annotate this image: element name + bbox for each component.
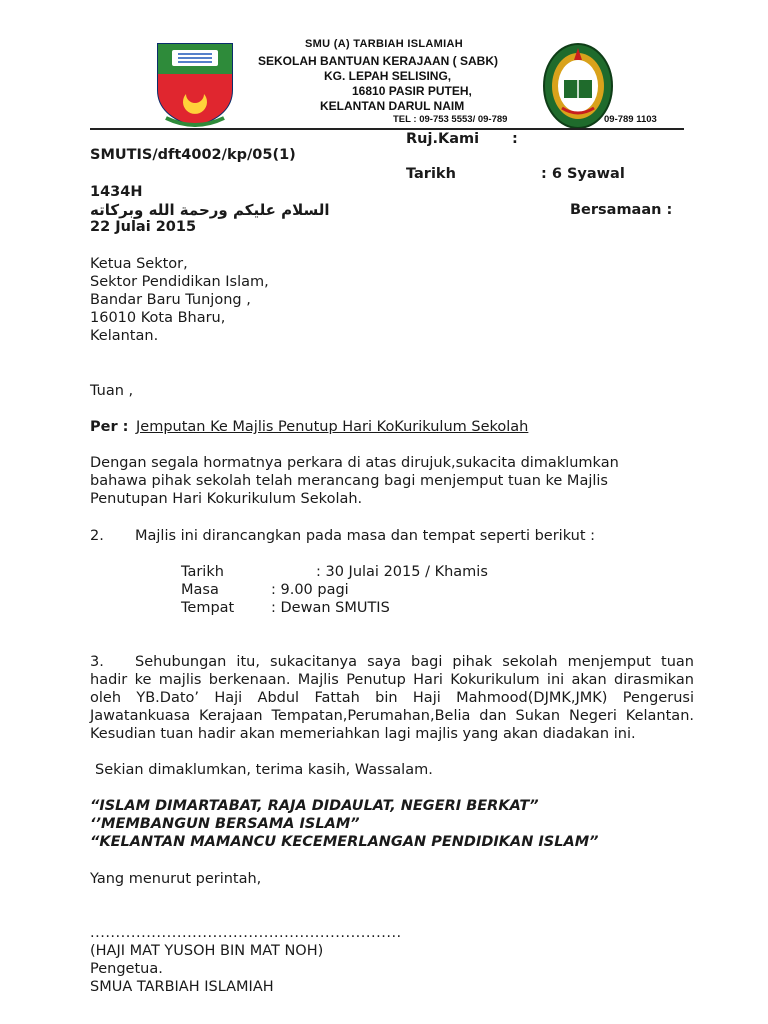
ruj-value: SMUTIS/dft4002/kp/05(1): [90, 147, 296, 163]
tarikh-value: : 6 Syawal: [541, 166, 625, 182]
paragraph-3-line: oleh YB.Dato’ Haji Abdul Fattah bin Haji Mahmood(DJMK,JMK) Pengerusi: [90, 690, 694, 706]
recipient-line: Kelantan.: [90, 328, 159, 344]
paragraph-2-text: Majlis ini dirancangkan pada masa dan tempat seperti berikut :: [135, 528, 596, 544]
bersamaan-label: Bersamaan :: [570, 202, 673, 218]
paragraph-1-line: Penutupan Hari Kokurikulum Sekolah.: [90, 491, 363, 507]
address-line-2: 16810 PASIR PUTEH,: [352, 84, 472, 98]
ruj-label: Ruj.Kami: [406, 131, 480, 147]
phone-right: 09-789 1103: [604, 114, 657, 125]
paragraph-3-line: hadir ke majlis berkenaan. Majlis Penutup Hari Kokurikulum ini akan dirasmikan: [90, 672, 694, 688]
sign-off: Yang menurut perintah,: [90, 871, 262, 887]
recipient-line: Sektor Pendidikan Islam,: [90, 274, 269, 290]
paragraph-3-number: 3.: [90, 654, 104, 670]
paragraph-3-line: Sehubungan itu, sukacitanya saya bagi pihak sekolah menjemput tuan: [135, 654, 694, 670]
detail-masa-label: Masa: [181, 582, 219, 598]
header-rule: [90, 128, 684, 130]
tarikh-label: Tarikh: [406, 166, 456, 182]
signatory-position: Pengetua.: [90, 961, 163, 977]
signatory-school: SMUA TARBIAH ISLAMIAH: [90, 979, 274, 995]
paragraph-1-line: Dengan segala hormatnya perkara di atas dirujuk,sukacita dimaklumkan: [90, 455, 619, 471]
detail-masa-value: : 9.00 pagi: [271, 582, 349, 598]
ruj-colon: :: [512, 131, 518, 147]
school-title: SMU (A) TARBIAH ISLAMIAH: [305, 38, 463, 50]
paragraph-2-number: 2.: [90, 528, 104, 544]
signatory-name: (HAJI MAT YUSOH BIN MAT NOH): [90, 943, 324, 959]
recipient-line: 16010 Kota Bharu,: [90, 310, 226, 326]
motto-line: “KELANTAN MAMANCU KECEMERLANGAN PENDIDIKAN ISLAM”: [90, 834, 599, 850]
motto-line: ‘’MEMBANGUN BERSAMA ISLAM”: [90, 816, 360, 832]
hijri-year: 1434H: [90, 184, 143, 200]
detail-tarikh-value: : 30 Julai 2015 / Khamis: [316, 564, 488, 580]
school-logo-left: [152, 40, 238, 130]
greeting: Tuan ,: [90, 383, 134, 399]
paragraph-3-line: Jawatankuasa Kerajaan Tempatan,Perumahan,Belia dan Sukan Negeri Kelantan.: [90, 708, 694, 724]
recipient-line: Bandar Baru Tunjong ,: [90, 292, 251, 308]
signature-line: .............................................................: [90, 925, 402, 941]
subject-label: Per :: [90, 419, 129, 435]
paragraph-1-line: bahawa pihak sekolah telah merancang bagi menjemput tuan ke Majlis: [90, 473, 608, 489]
detail-tarikh-label: Tarikh: [181, 564, 224, 580]
motto-line: “ISLAM DIMARTABAT, RAJA DIDAULAT, NEGERI BERKAT”: [90, 798, 539, 814]
gregorian-date: 22 Julai 2015: [90, 219, 197, 235]
subject-text: Jemputan Ke Majlis Penutup Hari KoKurikulum Sekolah: [136, 419, 529, 435]
recipient-line: Ketua Sektor,: [90, 256, 188, 272]
address-line-1: KG. LEPAH SELISING,: [324, 69, 452, 83]
paragraph-3-line: Kesudian tuan hadir akan memeriahkan lagi majlis yang akan diadakan ini.: [90, 726, 636, 742]
school-type: SEKOLAH BANTUAN KERAJAAN ( SABK): [258, 54, 498, 68]
closing-text: Sekian dimaklumkan, terima kasih, Wassalam.: [95, 762, 433, 778]
address-line-3: KELANTAN DARUL NAIM: [320, 99, 465, 113]
detail-tempat-label: Tempat: [181, 600, 235, 616]
salam-greeting: السلام عليكم ورحمة الله وبركاته: [90, 201, 330, 219]
detail-tempat-value: : Dewan SMUTIS: [271, 600, 390, 616]
phone-left: TEL : 09-753 5553/ 09-789: [393, 114, 508, 125]
